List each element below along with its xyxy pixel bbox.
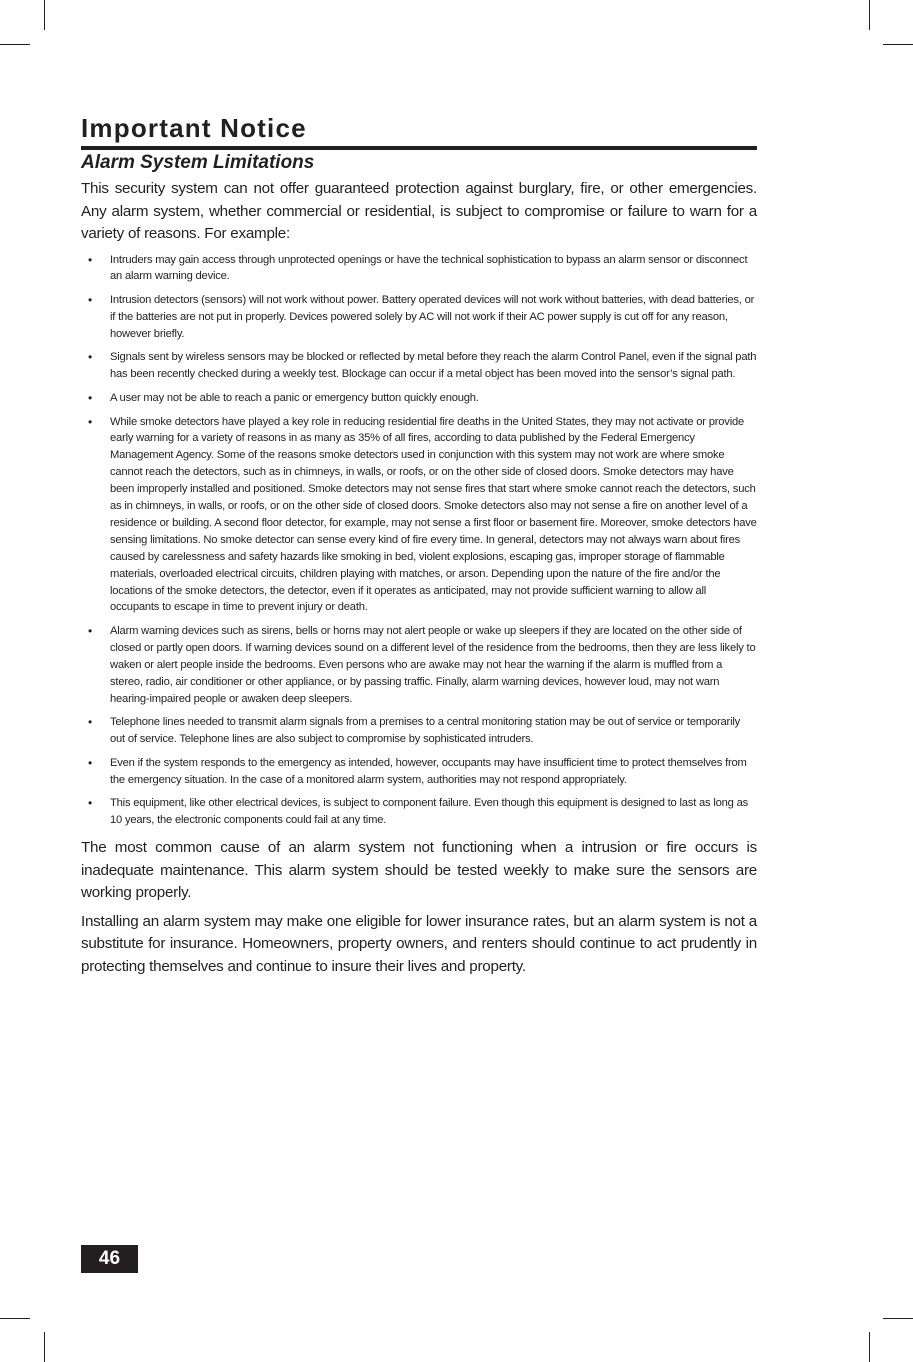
list-item-text: Intruders may gain access through unprotected openings or have the technical sophistication to bypass an alarm sensor or disconnect an alarm warning device. bbox=[110, 253, 748, 283]
crop-mark bbox=[869, 1332, 870, 1362]
title-divider bbox=[81, 146, 757, 150]
list-item-text: While smoke detectors have played a key role in reducing residential fire deaths in the United States, they may not activate or provide early warning for a variety of reasons in as many as 35% of all fires, according to data published by the Federal Emergency Management Agency. Some of the reasons smoke detectors used in conjunction with this system may not work are where smoke cannot reach the detectors, such as in chimneys, in walls, or roofs, or on the other side of closed doors. Smoke detectors may have been improperly installed and positioned. Smoke detectors may not sense fires that start where smoke cannot reach the detectors, such as in chimneys, in walls, or roofs, or on the other side of closed doors. Smoke detectors also may not sense a fire on another level of a residence or building. A second floor detector, for example, may not sense a first floor or basement fire. Moreover, smoke detectors have sensing limitations. No smoke detector can sense every kind of fire every time. In general, detectors may not always warn about fires caused by carelessness and safety hazards like smoking in bed, violent explosions, escaping gas, improper storage of flammable materials, overloaded electrical circuits, children playing with matches, or arson. Depending upon the nature of the fire and/or the locations of the smoke detectors, the detector, even if it operates as anticipated, may not provide sufficient warning to allow all occupants to escape in time to prevent injury or death. bbox=[110, 415, 757, 614]
crop-mark bbox=[0, 1318, 30, 1319]
list-item bbox=[81, 390, 757, 407]
insurance-paragraph: Installing an alarm system may make one eligible for lower insurance rates, but an alarm system is not a substitute for insurance. Homeowners, property owners, and renters should continue to act prudently in protecting themselves and continue to insure their lives and property. bbox=[81, 912, 757, 975]
list-item-text: Alarm warning devices such as sirens, bells or horns may not alert people or wake up sleepers if they are located on the other side of closed or partly open doors. If warning devices sound on a different level of the residence from the bedrooms, then they are less likely to waken or alert people inside the bedrooms. Even persons who are awake may not hear the warning if the alarm is muffled from a stereo, radio, air conditioner or other appliance, or by passing traffic. Finally, alarm warning devices, however loud, may not warn hearing-impaired people or awaken deep sleepers. bbox=[110, 625, 756, 705]
crop-mark bbox=[869, 0, 870, 30]
bullet-icon: • bbox=[88, 390, 93, 405]
list-item-text: Even if the system responds to the emergency as intended, however, occupants may have insufficient time to protect themselves from the emergency situation. In the case of a monitored alarm system, authorities may not respond appropriately. bbox=[110, 756, 747, 786]
page-title: Important Notice bbox=[81, 113, 307, 143]
list-item-text: Signals sent by wireless sensors may be blocked or reflected by metal before they reach the alarm Control Panel, even if the signal path has been recently checked during a weekly test. Blockage can occur if a metal object has been moved into the sensor’s signal path. bbox=[110, 351, 757, 381]
bullet-icon: • bbox=[88, 252, 93, 267]
limitations-list bbox=[81, 252, 757, 830]
crop-mark bbox=[44, 1332, 45, 1362]
list-item bbox=[81, 414, 757, 617]
list-item bbox=[81, 795, 757, 829]
intro-paragraph: This security system can not offer guaranteed protection against burglary, fire, or other emergencies. Any alarm system, whether commercial or residential, is subject to compromise or failure to warn for a variety of reasons. For example: bbox=[81, 180, 757, 242]
notice-body bbox=[81, 178, 757, 984]
list-item-text: Telephone lines needed to transmit alarm signals from a premises to a central monitoring station may be out of service or temporarily out of service. Telephone lines are also subject to compromise by sophisticated intruders. bbox=[110, 716, 741, 746]
bullet-icon: • bbox=[88, 715, 93, 730]
list-item-text: This equipment, like other electrical devices, is subject to component failure. Even though this equipment is designed to last as long as 10 years, the electronic components could fail at any time. bbox=[110, 797, 749, 827]
crop-mark bbox=[883, 1318, 913, 1319]
bullet-icon: • bbox=[88, 624, 93, 639]
crop-mark bbox=[44, 0, 45, 30]
list-item bbox=[81, 623, 757, 708]
list-item bbox=[81, 292, 757, 343]
bullet-icon: • bbox=[88, 755, 93, 770]
crop-mark bbox=[883, 44, 913, 45]
bullet-icon: • bbox=[88, 414, 93, 429]
bullet-icon: • bbox=[88, 293, 93, 307]
list-item bbox=[81, 714, 757, 748]
list-item bbox=[81, 252, 757, 286]
list-item bbox=[81, 755, 757, 789]
page-number: 46 bbox=[81, 1245, 138, 1273]
list-item-text: A user may not be able to reach a panic or emergency button quickly enough. bbox=[110, 391, 479, 404]
crop-mark bbox=[0, 44, 30, 45]
list-item-text: Intrusion detectors (sensors) will not work without power. Battery operated devices will not work without batteries, with dead batteries, or if the batteries are not put in properly. Devices powered solely by AC will not work if their AC power supply is cut off for any reason, however briefly. bbox=[110, 294, 755, 340]
maintenance-paragraph: The most common cause of an alarm system not functioning when a intrusion or fire occurs is inadequate maintenance. This alarm system should be tested weekly to make sure the sensors are working properly. bbox=[81, 839, 757, 902]
bullet-icon: • bbox=[88, 350, 93, 365]
section-heading: Alarm System Limitations bbox=[81, 152, 315, 173]
list-item bbox=[81, 349, 757, 383]
bullet-icon: • bbox=[88, 796, 93, 811]
